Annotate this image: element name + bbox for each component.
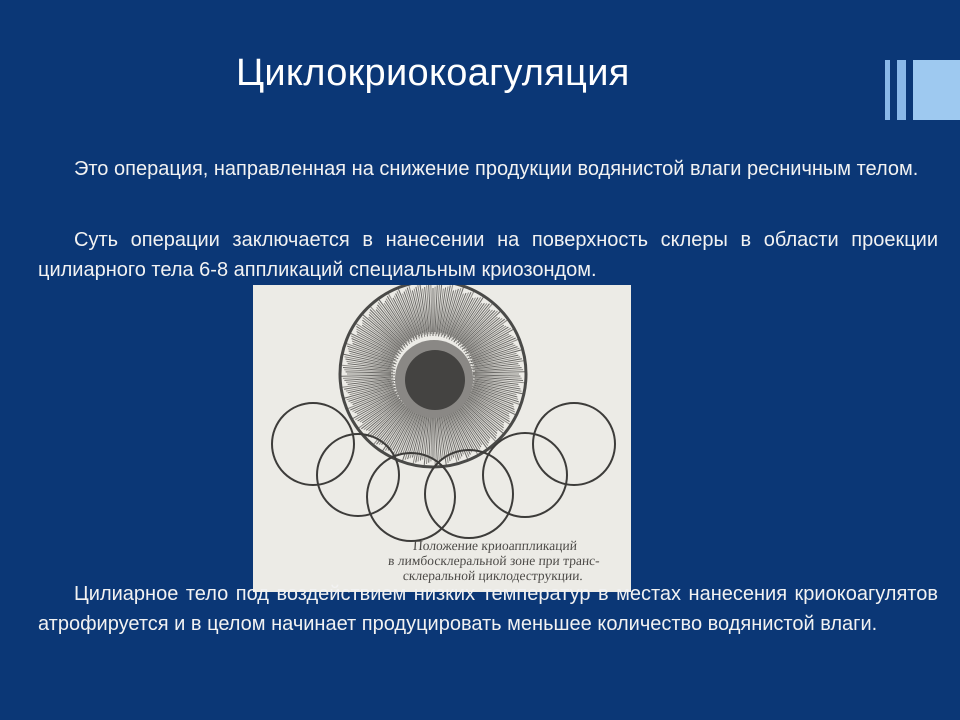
cryoapplication-circle [272,403,354,485]
cryoapplication-circle [425,450,513,538]
cryoapplication-circle [533,403,615,485]
title-decoration [885,60,960,120]
figure-caption [367,538,620,583]
slide-title: Циклокриокоагуляция [236,52,630,94]
eye-illustration [253,285,631,592]
cryoapplication-circle [483,433,567,517]
caption-line: в лимбосклеральной зоне при транс- [387,553,601,568]
paragraph-definition: Это операция, направленная на снижение продукции водянистой влаги ресничным телом. [74,158,919,180]
decoration-block [913,60,960,120]
cryoapplications [272,403,615,541]
decoration-bar-thin [885,60,890,120]
paragraph-effect: Цилиарное тело под воздействием низких температур в местах нанесения криокоагулятов атрофируется и в целом начинает продуцировать меньшее количество водянистой влаги. [38,583,938,635]
pupil [405,350,465,410]
caption-line: Положение криоаппликаций [412,538,578,553]
decoration-bar-thick [897,60,906,120]
cryoapplication-circle [317,434,399,516]
caption-line: склеральной циклодеструкции. [402,568,584,583]
paragraph-essence: Суть операции заключается в нанесении на поверхность склеры в области проекции цилиарного тела 6-8 аппликаций специальным криозондом. [38,229,938,281]
